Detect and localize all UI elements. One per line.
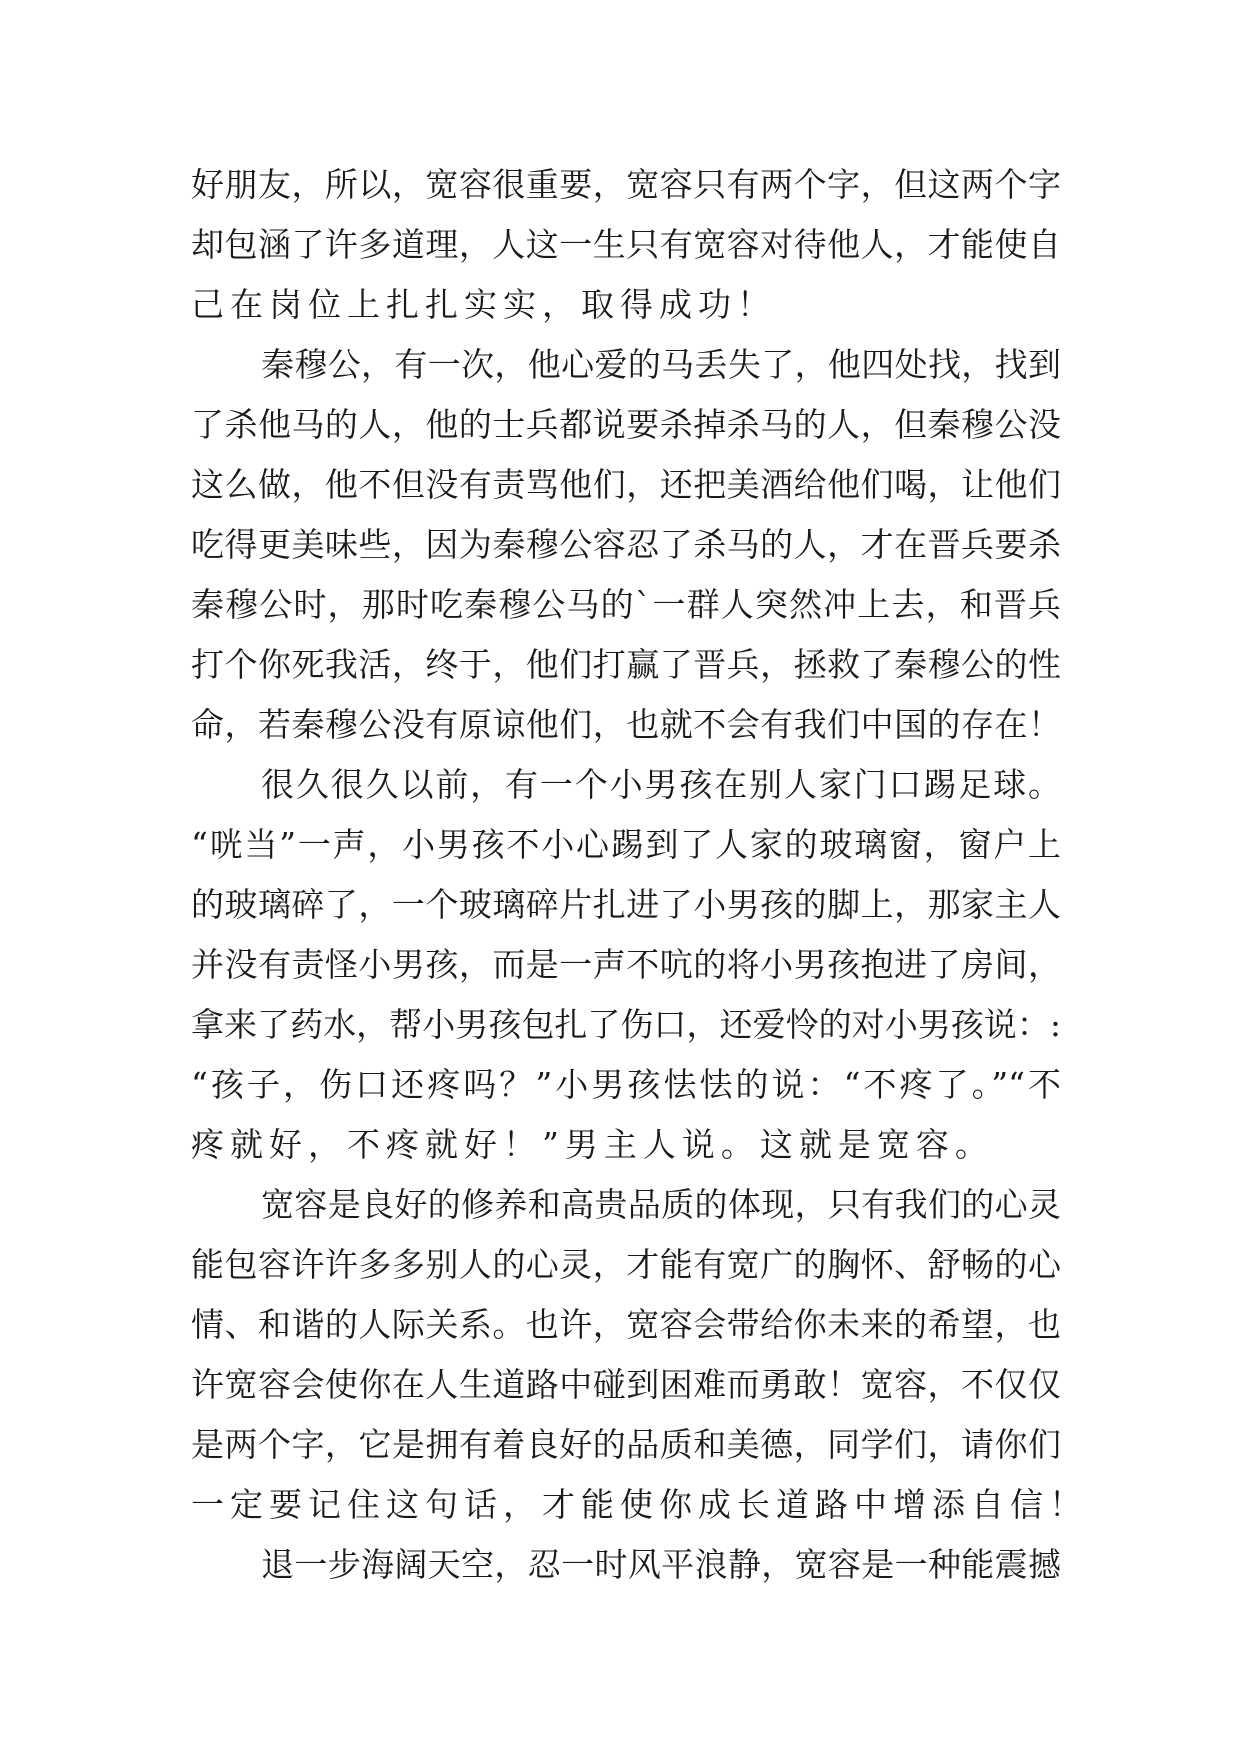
text-line: 退一步海阔天空，忍一时风平浪静，宽容是一种能震撼 (261, 1545, 1061, 1584)
text-line: 情、和谐的人际关系。也许，宽容会带给你未来的希望，也 (191, 1305, 1061, 1344)
text-line: 好朋友，所以，宽容很重要，宽容只有两个字，但这两个字 (191, 165, 1061, 204)
text-line: “孩子，伤口还疼吗？”小男孩怯怯的说：“不疼了。”“不 (191, 1065, 1061, 1104)
text-line: 并没有责怪小男孩，而是一声不吭的将小男孩抱进了房间， (191, 945, 1061, 984)
text-line: 却包涵了许多道理，人这一生只有宽容对待他人，才能使自 (191, 225, 1061, 264)
text-line: 一定要记住这句话，才能使你成长道路中增添自信！ (191, 1485, 1088, 1524)
text-line: 很久很久以前，有一个小男孩在别人家门口踢足球。 (261, 765, 1061, 804)
text-line: 的玻璃碎了，一个玻璃碎片扎进了小男孩的脚上，那家主人 (191, 885, 1061, 924)
text-line: 吃得更美味些，因为秦穆公容忍了杀马的人，才在晋兵要杀 (191, 525, 1061, 564)
text-line: 秦穆公，有一次，他心爱的马丢失了，他四处找，找到 (261, 345, 1061, 384)
text-line: 疼就好，不疼就好！”男主人说。这就是宽容。 (191, 1125, 994, 1164)
text-line: 这么做，他不但没有责骂他们，还把美酒给他们喝，让他们 (191, 465, 1061, 504)
text-line: “咣当”一声，小男孩不小心踢到了人家的玻璃窗，窗户上 (191, 825, 1061, 864)
text-line: 是两个字，它是拥有着良好的品质和美德，同学们，请你们 (191, 1425, 1061, 1464)
text-line: 拿来了药水，帮小男孩包扎了伤口，还爱怜的对小男孩说：: (191, 1005, 1061, 1044)
text-line: 许宽容会使你在人生道路中碰到困难而勇敢！宽容，不仅仅 (191, 1365, 1061, 1404)
text-line: 己在岗位上扎扎实实，取得成功！ (191, 285, 776, 324)
text-line: 秦穆公时，那时吃秦穆公马的`一群人突然冲上去，和晋兵 (191, 585, 1061, 624)
text-line: 能包容许许多多别人的心灵，才能有宽广的胸怀、舒畅的心 (191, 1245, 1061, 1284)
text-line: 了杀他马的人，他的士兵都说要杀掉杀马的人，但秦穆公没 (191, 405, 1061, 444)
text-line: 打个你死我活，终于，他们打赢了晋兵，拯救了秦穆公的性 (191, 645, 1061, 684)
text-line: 命，若秦穆公没有原谅他们，也就不会有我们中国的存在！ (191, 705, 1061, 744)
document-body (191, 155, 1088, 1595)
text-line: 宽容是良好的修养和高贵品质的体现，只有我们的心灵 (261, 1185, 1061, 1224)
